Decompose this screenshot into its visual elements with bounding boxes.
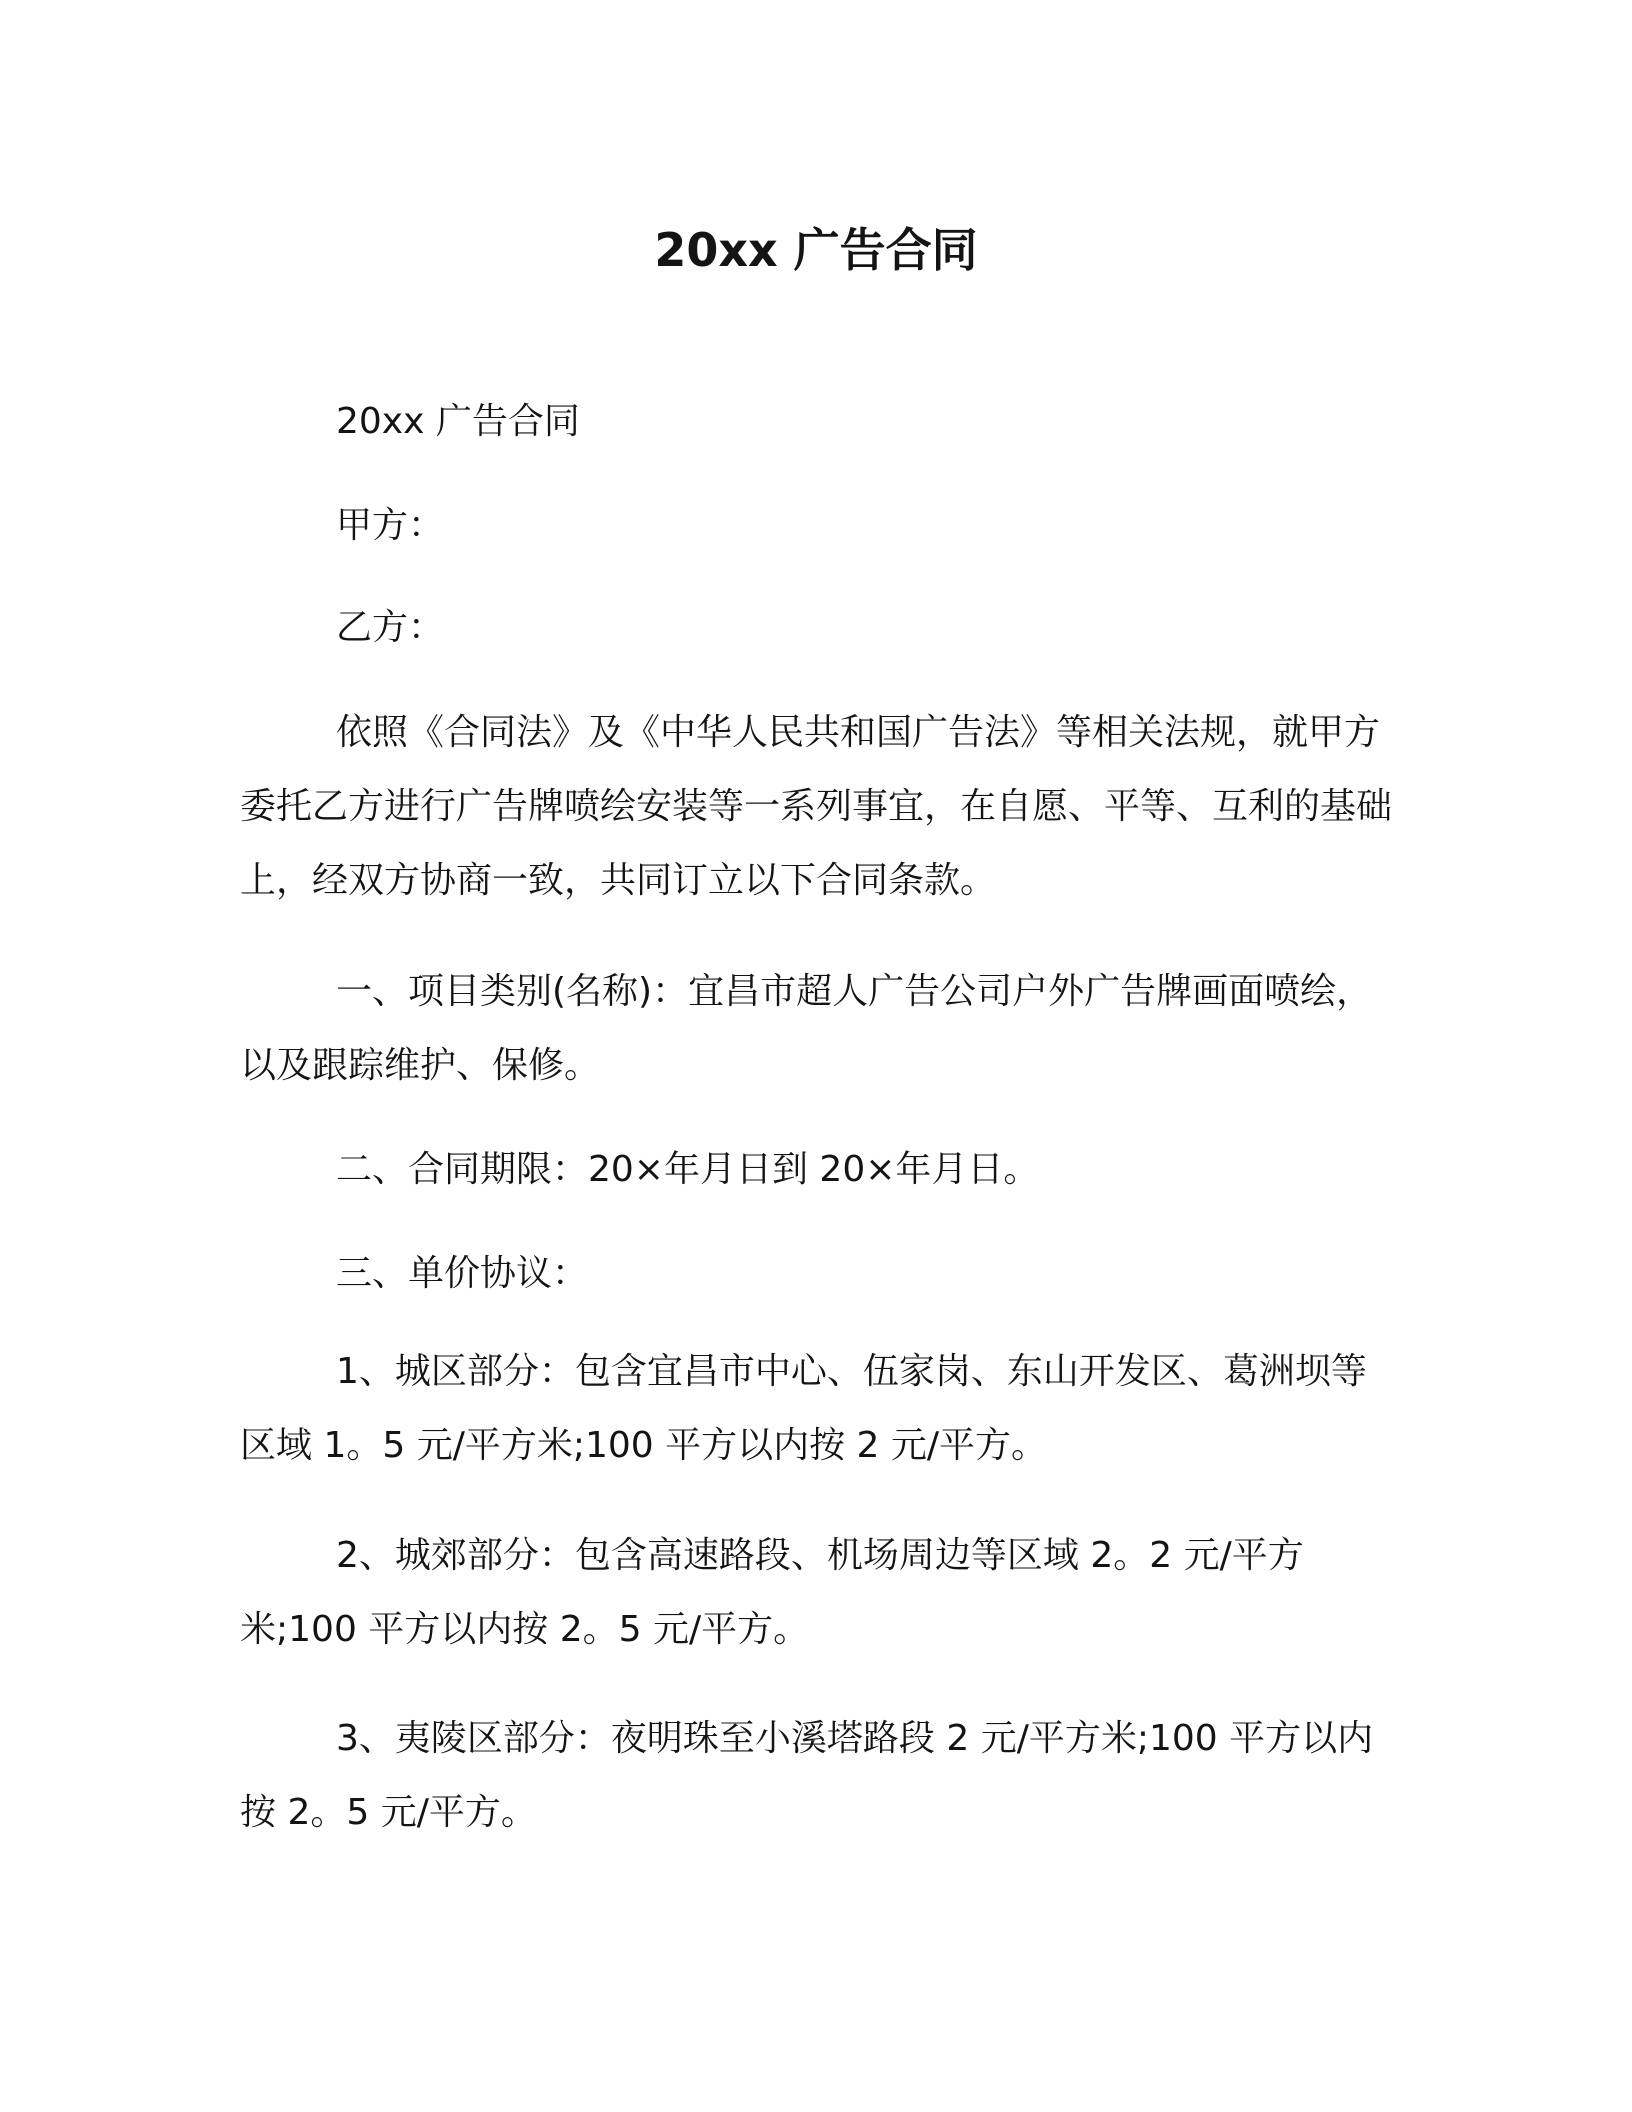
price-item-urban: 1、城区部分：包含宜昌市中心、伍家岗、东山开发区、葛洲坝等区域 1。5 元/平方米;100 平方以内按 2 元/平方。 bbox=[240, 1351, 1367, 1466]
clause-contract-term: 二、合同期限：20×年月日到 20×年月日。 bbox=[336, 1149, 1040, 1190]
party-b-label: 乙方： bbox=[336, 607, 445, 648]
clause-unit-price: 三、单价协议： bbox=[336, 1253, 589, 1294]
price-item-suburban: 2、城郊部分：包含高速路段、机场周边等区域 2。2 元/平方米;100 平方以内按 2。5 元/平方。 bbox=[240, 1535, 1304, 1650]
clause-project-category: 一、项目类别(名称)：宜昌市超人广告公司户外广告牌画面喷绘，以及跟踪维护、保修。 bbox=[240, 971, 1373, 1086]
price-item-yiling: 3、夷陵区部分：夜明珠至小溪塔路段 2 元/平方米;100 平方以内按 2。5 元/平方。 bbox=[240, 1718, 1374, 1833]
intro-paragraph: 依照《合同法》及《中华人民共和国广告法》等相关法规，就甲方委托乙方进行广告牌喷绘安装等一系列事宜，在自愿、平等、互利的基础上，经双方协商一致，共同订立以下合同条款。 bbox=[240, 712, 1393, 901]
party-a-label: 甲方： bbox=[336, 505, 445, 546]
document-title: 20xx 广告合同 bbox=[654, 223, 978, 277]
document-subtitle: 20xx 广告合同 bbox=[336, 401, 580, 442]
